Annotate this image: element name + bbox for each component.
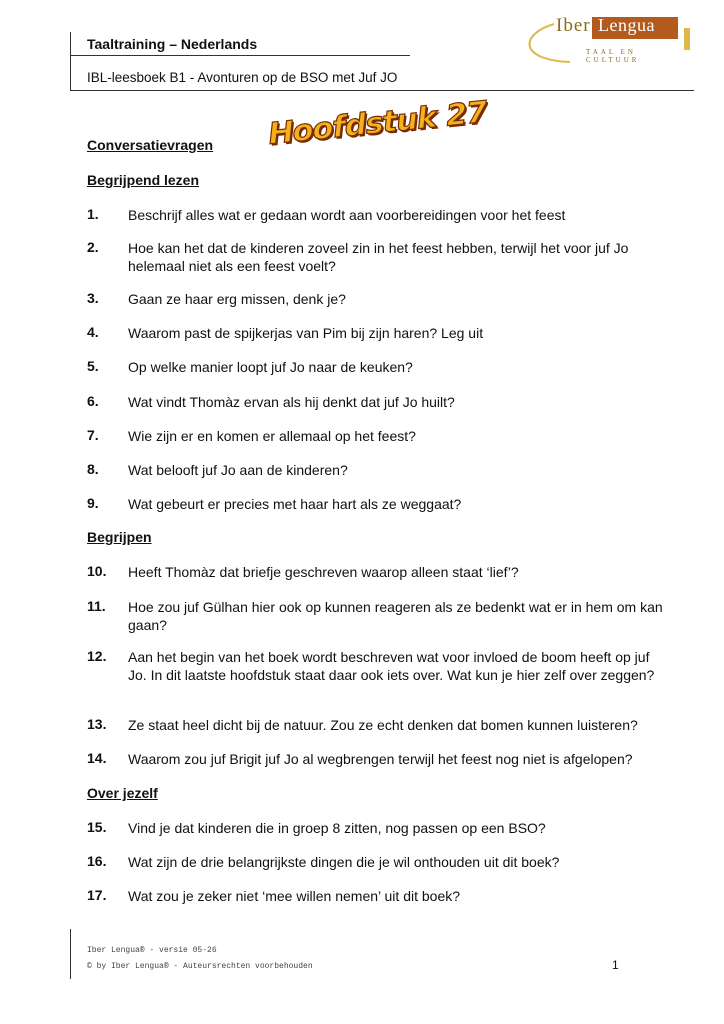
question-number: 7. bbox=[87, 427, 99, 443]
question-number: 8. bbox=[87, 461, 99, 477]
question-text: Hoe zou juf Gülhan hier ook op kunnen reageren als ze bedenkt wat er in hem om kan gaan? bbox=[128, 599, 663, 633]
page-number: 1 bbox=[612, 958, 619, 972]
section-heading-over-jezelf: Over jezelf bbox=[87, 785, 158, 801]
header-divider-short bbox=[70, 55, 410, 56]
section-heading-begrijpend-lezen: Begrijpend lezen bbox=[87, 172, 200, 188]
footer-copyright: © by Iber Lengua® - Auteursrechten voorbehouden bbox=[87, 962, 313, 971]
section-heading-begrijpen: Begrijpen bbox=[87, 529, 152, 545]
header-vertical-rule bbox=[70, 32, 71, 90]
question-number: 13. bbox=[87, 716, 107, 732]
header-subtitle: IBL-leesboek B1 - Avonturen op de BSO met Juf JO bbox=[87, 70, 398, 85]
logo-tagline: TAAL EN CULTUUR bbox=[586, 48, 640, 64]
question-number: 2. bbox=[87, 239, 99, 255]
question-text: Gaan ze haar erg missen, denk je? bbox=[128, 291, 346, 307]
question-text: Wat belooft juf Jo aan de kinderen? bbox=[128, 462, 348, 478]
section-heading-conversatievragen: Conversatievragen bbox=[87, 137, 214, 153]
question-text: Waarom zou juf Brigit juf Jo al wegbrengen terwijl het feest nog niet is afgelopen? bbox=[128, 751, 633, 767]
question-number: 6. bbox=[87, 393, 99, 409]
question-number: 14. bbox=[87, 750, 107, 766]
question-number: 4. bbox=[87, 324, 99, 340]
logo-word-lengua: Lengua bbox=[598, 15, 655, 35]
question-number: 3. bbox=[87, 290, 99, 306]
question-text: Waarom past de spijkerjas van Pim bij zijn haren? Leg uit bbox=[128, 325, 484, 341]
question-text: Wat gebeurt er precies met haar hart als ze weggaat? bbox=[128, 496, 462, 512]
chapter-heading-art: Hoofdstuk 27 bbox=[266, 94, 489, 153]
question-text: Wat zou je zeker niet ‘mee willen nemen’ uit dit boek? bbox=[128, 888, 461, 904]
question-text: Ze staat heel dicht bij de natuur. Zou ze echt denken dat bomen kunnen luisteren? bbox=[128, 717, 638, 733]
logo-word-iber: Iber bbox=[556, 15, 591, 36]
question-text: Heeft Thomàz dat briefje geschreven waarop alleen staat ‘lief’? bbox=[128, 564, 519, 580]
header-title: Taaltraining – Nederlands bbox=[87, 36, 258, 52]
question-number: 9. bbox=[87, 495, 99, 511]
question-number: 15. bbox=[87, 819, 107, 835]
question-text: Vind je dat kinderen die in groep 8 zitten, nog passen op een BSO? bbox=[128, 820, 546, 836]
question-number: 16. bbox=[87, 853, 107, 869]
iber-lengua-logo bbox=[514, 12, 694, 72]
question-text: Op welke manier loopt juf Jo naar de keuken? bbox=[128, 359, 413, 375]
question-text: Beschrijf alles wat er gedaan wordt aan voorbereidingen voor het feest bbox=[128, 207, 566, 223]
question-text: Wie zijn er en komen er allemaal op het feest? bbox=[128, 428, 416, 444]
header-divider-long bbox=[70, 90, 694, 91]
footer-vertical-rule bbox=[70, 929, 71, 979]
question-number: 10. bbox=[87, 563, 107, 579]
footer-version: Iber Lengua® - versie 05-26 bbox=[87, 946, 217, 955]
question-number: 1. bbox=[87, 206, 99, 222]
question-text: Aan het begin van het boek wordt beschreven wat voor invloed de boom heeft op juf Jo. In dit laatste hoofdstuk staat daar ook iets over. Wat kun je hier zelf over zeggen? bbox=[128, 649, 655, 683]
question-text: Wat zijn de drie belangrijkste dingen die je wil onthouden uit dit boek? bbox=[128, 854, 560, 870]
question-text: Wat vindt Thomàz ervan als hij denkt dat juf Jo huilt? bbox=[128, 394, 455, 410]
question-number: 11. bbox=[87, 598, 106, 614]
question-text: Hoe kan het dat de kinderen zoveel zin in het feest hebben, terwijl het voor juf Jo helemaal niet als een feest voelt? bbox=[128, 240, 629, 274]
question-number: 12. bbox=[87, 648, 107, 664]
question-number: 17. bbox=[87, 887, 107, 903]
question-number: 5. bbox=[87, 358, 99, 374]
